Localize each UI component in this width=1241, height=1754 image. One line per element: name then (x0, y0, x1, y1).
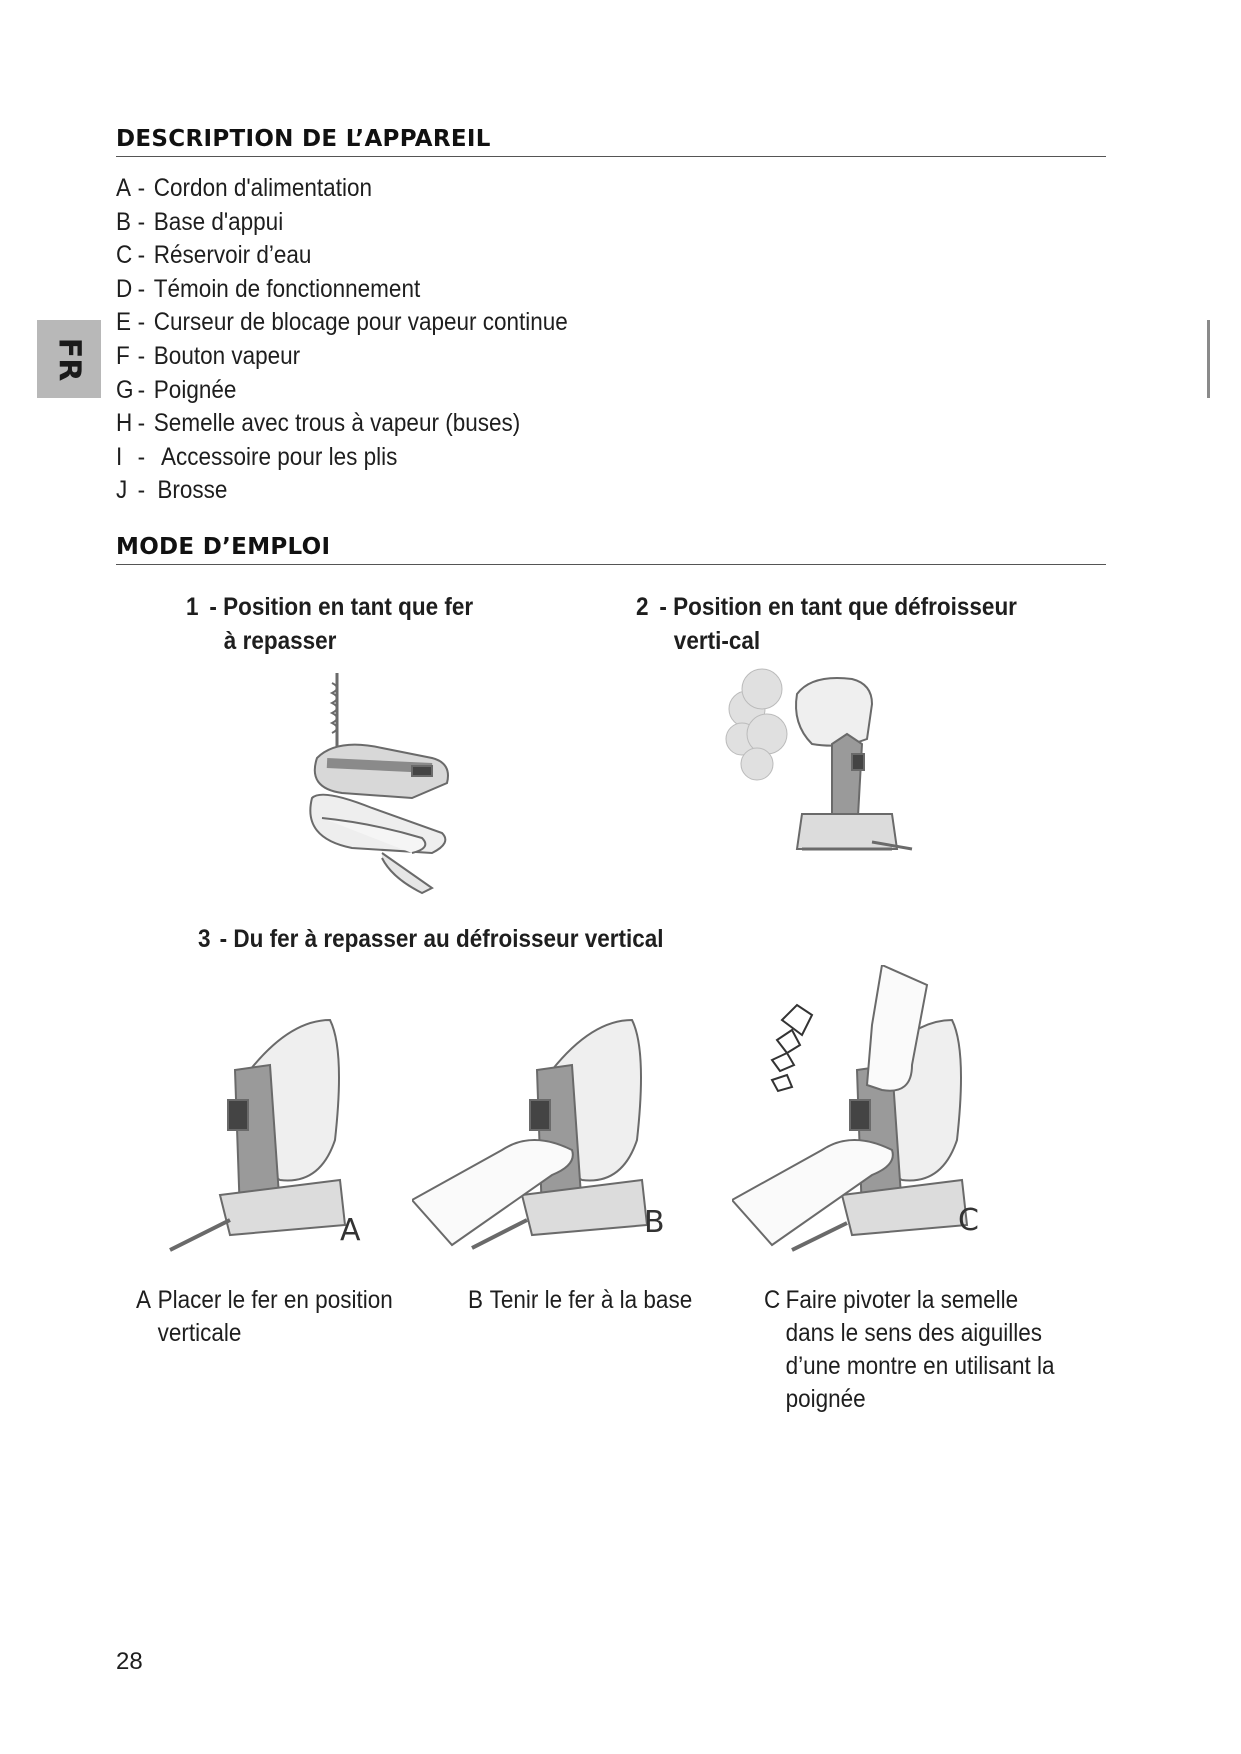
margin-marker (1207, 320, 1210, 398)
caption-b: B Tenir le fer à la base (468, 1286, 693, 1314)
description-title: DESCRIPTION DE L’APPAREIL (116, 126, 1106, 157)
step-3-heading: 3 - Du fer à repasser au défroisseur vertical (198, 925, 664, 953)
parts-list-item: I - Accessoire pour les plis (116, 442, 398, 471)
figure-label-a: A (340, 1213, 361, 1248)
vertical-steamer-illustration (722, 664, 922, 894)
language-tab (37, 320, 101, 398)
language-tab-label: FR (51, 337, 87, 381)
parts-list (116, 172, 618, 508)
step-b-illustration (412, 1010, 682, 1260)
figure-label-b: B (644, 1205, 665, 1240)
caption-a: A Placer le fer en position verticale (136, 1286, 393, 1347)
mode-title: MODE D’EMPLOI (116, 534, 1106, 565)
page-number: 28 (116, 1648, 143, 1675)
parts-list-item: G - Poignée (116, 375, 237, 404)
parts-list-item: J - Brosse (116, 476, 228, 505)
parts-list-item: H - Semelle avec trous à vapeur (buses) (116, 409, 521, 438)
step-2-heading: 2 - Position en tant que défroisseur verti-cal (636, 593, 1017, 655)
iron-horizontal-illustration (282, 668, 482, 898)
parts-list-item: D - Témoin de fonctionnement (116, 274, 421, 303)
parts-list-item: F - Bouton vapeur (116, 341, 301, 370)
parts-list-item: A - Cordon d'alimentation (116, 174, 372, 202)
step-1-heading: 1 - Position en tant que fer à repasser (186, 593, 474, 655)
caption-c: C Faire pivoter la semelle dans le sens des aiguilles d’une montre en utilisant la poignée (764, 1286, 1055, 1413)
parts-list-item: B - Base d'appui (116, 207, 284, 236)
parts-list-item: E - Curseur de blocage pour vapeur continue (116, 308, 568, 337)
figure-label-c: C (958, 1203, 979, 1238)
parts-list-item: C - Réservoir d’eau (116, 241, 312, 270)
